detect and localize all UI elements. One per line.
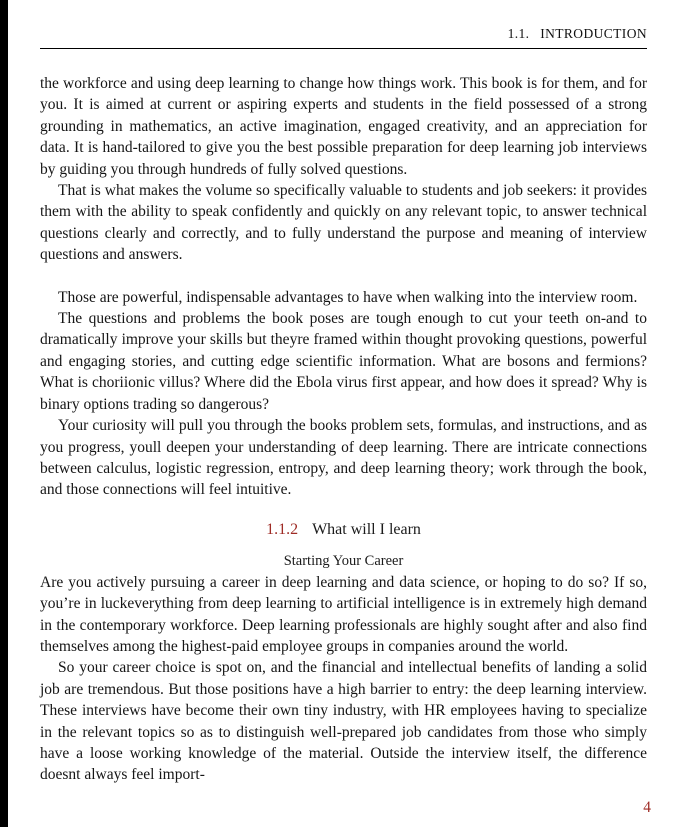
scan-edge-strip — [0, 0, 8, 827]
section-title: What will I learn — [312, 520, 421, 538]
running-header: 1.1. INTRODUCTION — [40, 0, 647, 49]
paragraph: Those are powerful, indispensable advantages to have when walking into the interview room. — [58, 288, 638, 306]
body-text — [40, 73, 647, 786]
subsection-heading: Starting Your Career — [283, 552, 404, 569]
paragraph: That is what makes the volume so specifically valuable to students and job seekers: it provides them with the ability to speak confidently and quickly on any relevant topic, to answer technical questions clearly and correctly, and to fully understand the purpose and meaning of interview questions and answers. — [40, 182, 647, 264]
paragraph: Are you actively pursuing a career in deep learning and data science, or hoping to do so? If so, you’re in luckeverything from deep learning to artificial intelligence is in extremely high demand in the contemporary workforce. Deep learning professionals are highly sought after and also find themselves among the highest-paid employee groups in companies around the world. — [40, 573, 647, 655]
paragraph: the workforce and using deep learning to change how things work. This book is for them, and for you. It is aimed at current or aspiring experts and students in the field possessed of a strong grounding in mathematics, an active imagination, engaged creativity, and an appreciation for data. It is hand-tailored to give you the best possible preparation for deep learning job interviews by guiding you through hundreds of fully solved questions. — [40, 75, 647, 178]
page-number: 4 — [643, 799, 651, 816]
paragraph: The questions and problems the book poses are tough enough to cut your teeth on-and to dramatically improve your skills but theyre framed within thought provoking questions, powerful and engaging stories, and cutting edge scientific information. What are bosons and fermions? What is choriionic villus? Where did the Ebola virus first appear, and how does it spread? Why is binary options trading so dangerous? — [40, 310, 647, 413]
paragraph: So your career choice is spot on, and the financial and intellectual benefits of landing a solid job are tremendous. But those positions have a high barrier to entry: the deep learning interview. These interviews have become their own tiny industry, with HR employees having to specialize in the relevant topics so as to distinguish well-prepared job candidates from those who simply have a loose working knowledge of the material. Outside the interview itself, the difference doesnt always feel import- — [40, 659, 647, 784]
page-content — [40, 0, 647, 786]
section-number: 1.1.2 — [266, 520, 299, 538]
section-heading — [40, 521, 647, 539]
paragraph: Your curiosity will pull you through the books problem sets, formulas, and instructions, and as you progress, youll deepen your understanding of deep learning. There are intricate connections between calculus, logistic regression, entropy, and deep learning theory; work through the book, and those connections will feel intuitive. — [40, 417, 647, 499]
